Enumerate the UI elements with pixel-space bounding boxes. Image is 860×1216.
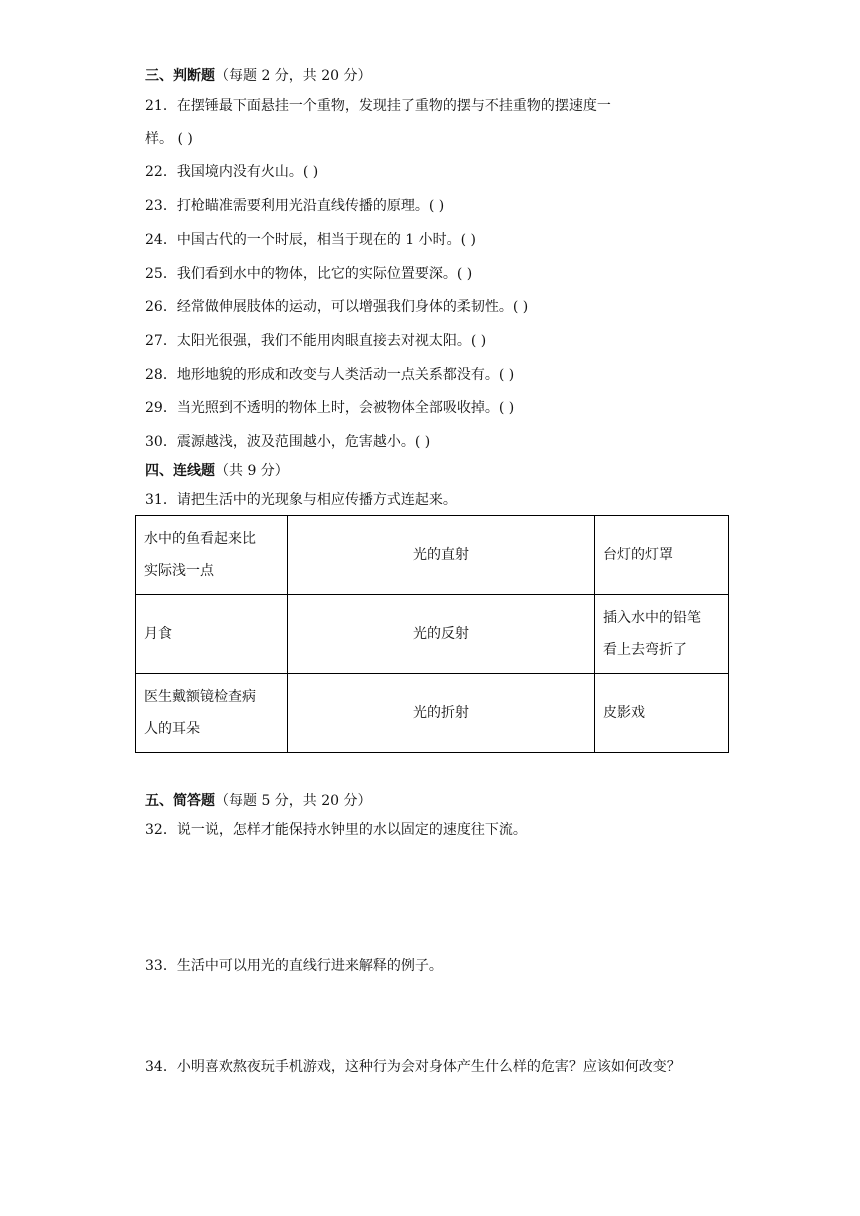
question-32: 32．说一说，怎样才能保持水钟里的水以固定的速度往下流。 [145, 822, 527, 838]
propagation-cell: 光的反射 [288, 595, 595, 674]
table-row [136, 674, 729, 753]
section5-note: （每题 5 分，共 20 分） [215, 793, 372, 809]
table-row [136, 516, 729, 595]
section4-heading [145, 461, 289, 481]
question-30: 30．震源越浅，波及范围越小，危害越小。( ) [145, 434, 431, 450]
question-21-line1: 21．在摆锤最下面悬挂一个重物，发现挂了重物的摆与不挂重物的摆速度一 [145, 98, 611, 114]
phenomenon-cell: 月食 [136, 595, 288, 674]
question-34: 34．小明喜欢熬夜玩手机游戏，这种行为会对身体产生什么样的危害？应该如何改变？ [145, 1059, 681, 1075]
question-26: 26．经常做伸展肢体的运动，可以增强我们身体的柔韧性。( ) [145, 299, 529, 315]
question-25: 25．我们看到水中的物体，比它的实际位置要深。( ) [145, 266, 473, 282]
propagation-cell: 光的直射 [288, 516, 595, 595]
example-cell: 台灯的灯罩 [595, 516, 729, 595]
propagation-cell: 光的折射 [288, 674, 595, 753]
section3-note: （每题 2 分，共 20 分） [215, 68, 372, 84]
phenomenon-cell: 水中的鱼看起来比 实际浅一点 [136, 516, 288, 595]
question-22: 22．我国境内没有火山。( ) [145, 164, 319, 180]
question-23: 23．打枪瞄准需要利用光沿直线传播的原理。( ) [145, 198, 445, 214]
question-33: 33．生活中可以用光的直线行进来解释的例子。 [145, 958, 443, 974]
example-cell: 皮影戏 [595, 674, 729, 753]
table-row [136, 595, 729, 674]
section4-note: （共 9 分） [215, 463, 289, 479]
question-24: 24．中国古代的一个时辰，相当于现在的 1 小时。( ) [145, 232, 476, 248]
example-cell: 插入水中的铅笔 看上去弯折了 [595, 595, 729, 674]
question-21-line2: 样。 ( ) [145, 131, 193, 147]
section4-title: 四、连线题 [145, 463, 215, 479]
matching-table [135, 515, 729, 753]
question-31: 31．请把生活中的光现象与相应传播方式连起来。 [145, 492, 457, 508]
section3-title: 三、判断题 [145, 68, 215, 84]
question-29: 29．当光照到不透明的物体上时，会被物体全部吸收掉。( ) [145, 400, 515, 416]
question-27: 27．太阳光很强，我们不能用肉眼直接去对视太阳。( ) [145, 333, 487, 349]
section5-title: 五、简答题 [145, 793, 215, 809]
phenomenon-cell: 医生戴额镜检查病 人的耳朵 [136, 674, 288, 753]
question-28: 28．地形地貌的形成和改变与人类活动一点关系都没有。( ) [145, 367, 515, 383]
section5-heading [145, 791, 372, 811]
section3-heading [145, 66, 372, 86]
